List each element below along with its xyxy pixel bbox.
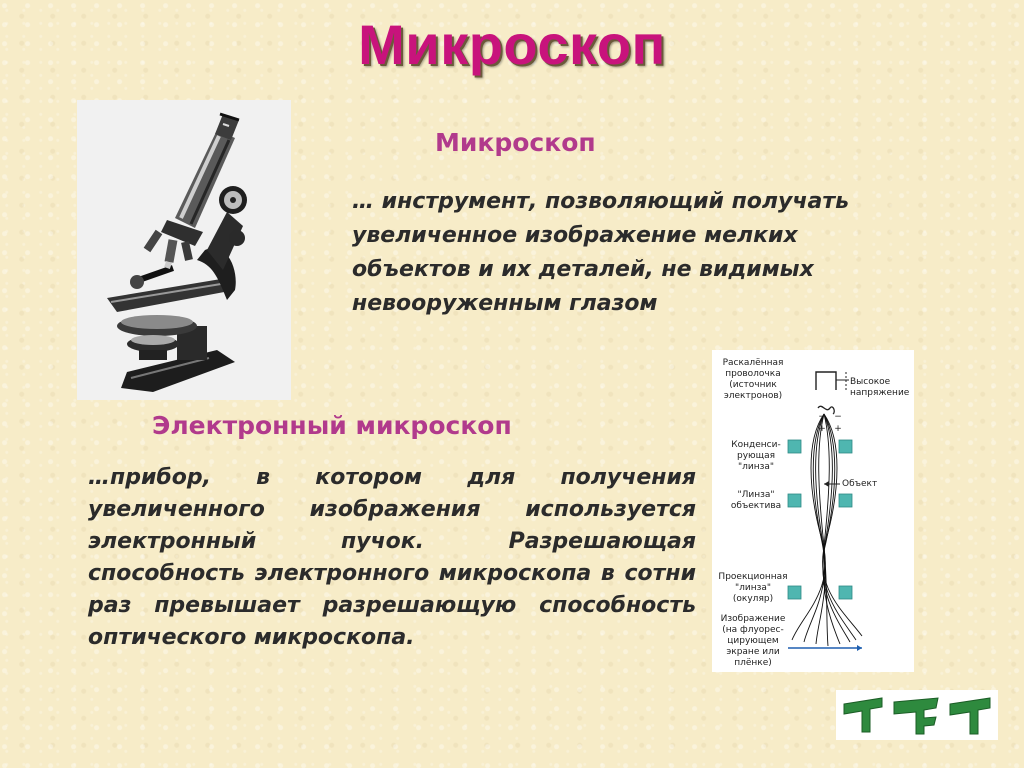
section1-heading: Микроскоп — [435, 128, 596, 157]
label-object: Объект — [842, 479, 878, 489]
label-condenser: Конденси- рующая "линза" — [731, 440, 781, 472]
label-projection: Проекционная "линза" (окуляр) — [718, 572, 788, 604]
electron-microscope-diagram — [712, 350, 914, 672]
microscope-illustration — [77, 100, 291, 400]
section2-definition: …прибор, в котором для получения увеличенного изображения используется электронный пучок. Разрешающая способность электронного микроскопа в сотни раз превышает разрешающую способность оптического микроскопа. — [88, 465, 696, 650]
navigation-arrows[interactable] — [836, 690, 998, 740]
page-title: Микроскоп — [358, 13, 666, 76]
nav-arrows-icon — [836, 690, 998, 740]
label-objective: "Линза" объектива — [730, 490, 782, 511]
microscope-icon — [77, 100, 291, 400]
label-image: Изображение (на флуорес- цирующем экране или плёнке) — [720, 614, 786, 668]
minus-sign-left: − — [818, 412, 826, 422]
section1-definition: … инструмент, позволяющий получать увеличенное изображение мелких объектов и их деталей, не видимых невооруженным глазом — [352, 189, 849, 316]
minus-sign-right: − — [834, 412, 842, 422]
label-voltage: Высокое напряжение — [850, 377, 910, 398]
plus-sign-left: + — [818, 424, 826, 434]
label-filament: Раскалённая проволочка (источник электронов) — [722, 358, 784, 401]
section2-heading: Электронный микроскоп — [152, 411, 512, 440]
plus-sign-right: + — [834, 424, 842, 434]
